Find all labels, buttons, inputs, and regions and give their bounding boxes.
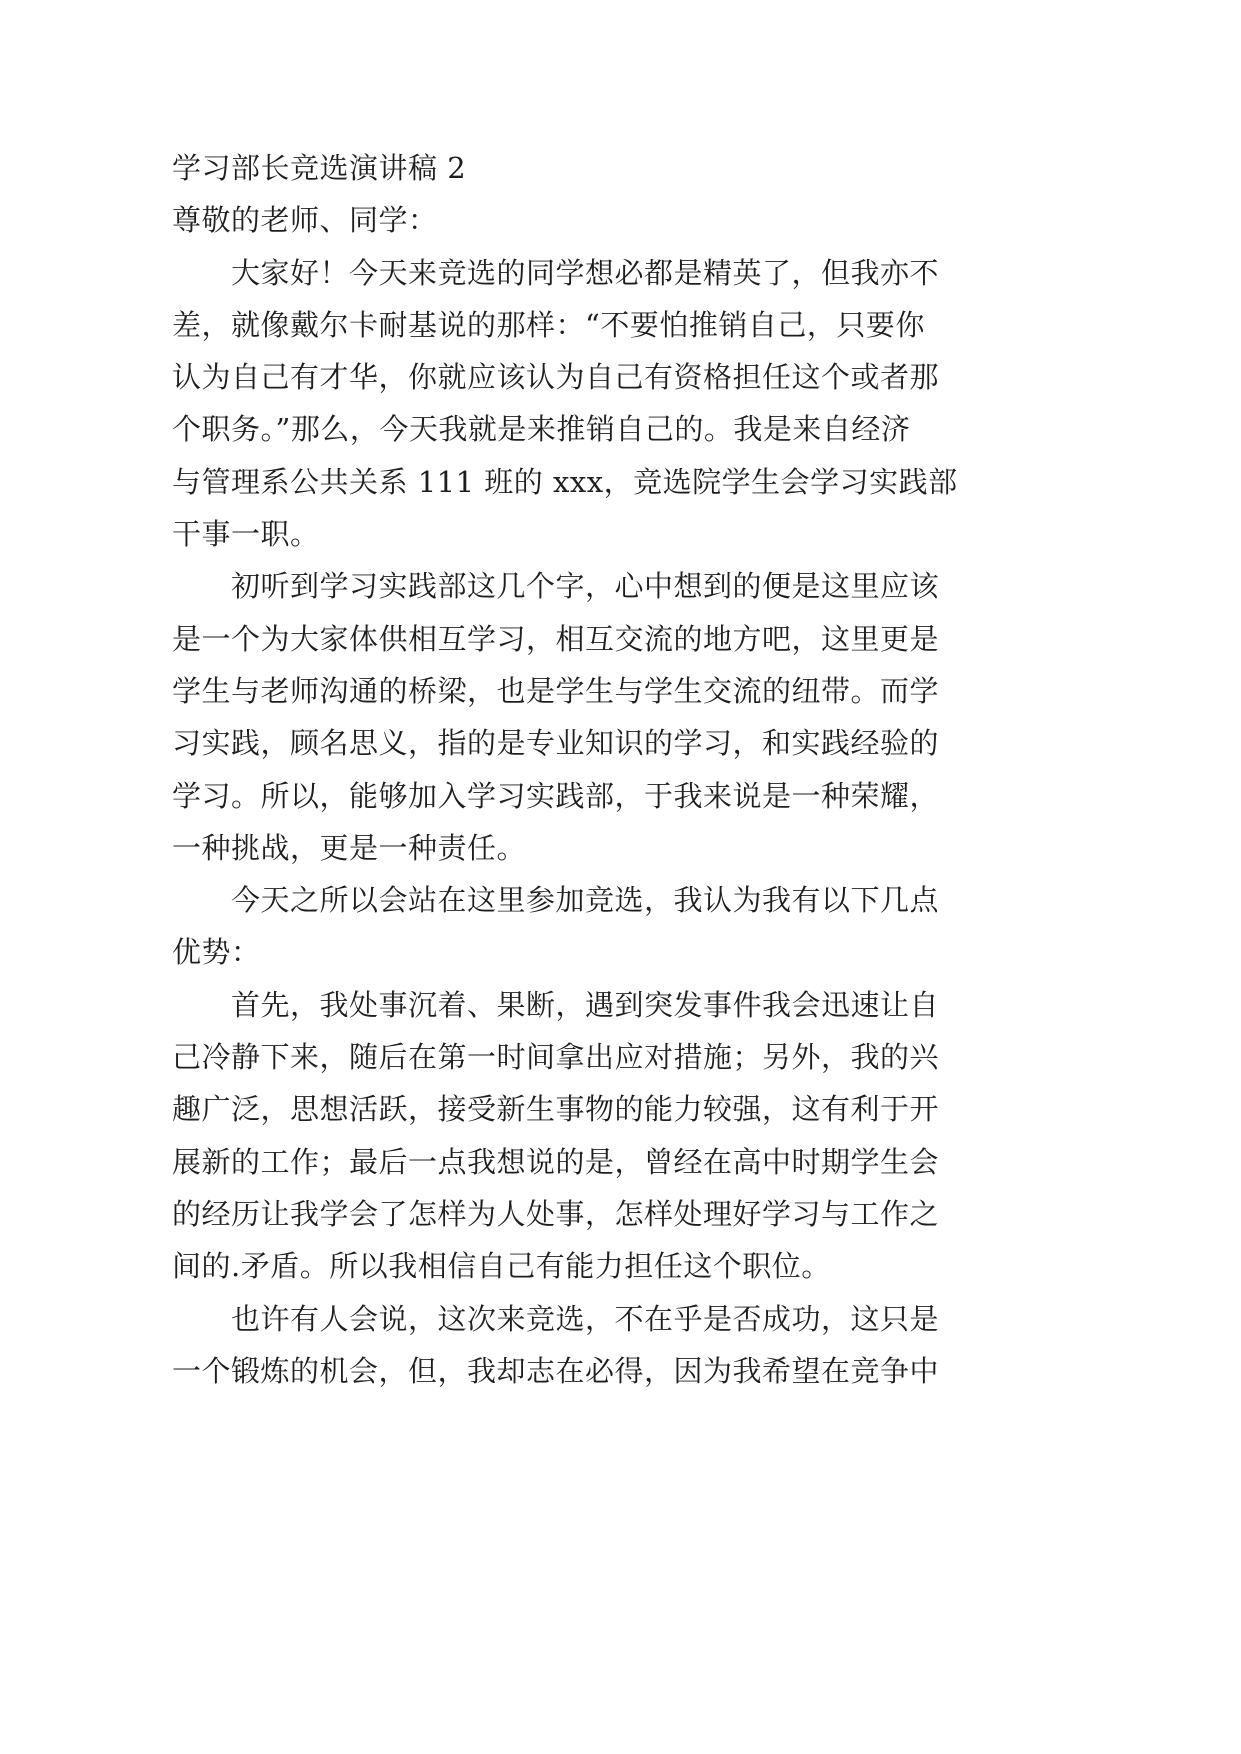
paragraph-line: 大家好！今天来竞选的同学想必都是精英了，但我亦不 bbox=[231, 255, 940, 290]
paragraph-line: 初听到学习实践部这几个字，心中想到的便是这里应该 bbox=[231, 569, 940, 604]
paragraph-line: 间的.矛盾。所以我相信自己有能力担任这个职位。 bbox=[172, 1249, 831, 1284]
document-title: 学习部长竞选演讲稿 2 bbox=[172, 151, 467, 185]
paragraph-line: 一个锻炼的机会，但，我却志在必得，因为我希望在竞争中 bbox=[172, 1353, 940, 1388]
paragraph-4 bbox=[172, 979, 972, 1293]
paragraph-5 bbox=[172, 1293, 972, 1398]
paragraph-line: 学习。所以，能够加入学习实践部，于我来说是一种荣耀， bbox=[172, 778, 940, 813]
paragraph-line: 己冷静下来，随后在第一时间拿出应对措施；另外，我的兴 bbox=[172, 1040, 940, 1075]
document-body bbox=[172, 142, 972, 1397]
paragraph-line: 学生与老师沟通的桥梁，也是学生与学生交流的纽带。而学 bbox=[172, 673, 940, 708]
paragraph-line: 优势： bbox=[172, 935, 261, 970]
paragraph-line: 今天之所以会站在这里参加竞选，我认为我有以下几点 bbox=[231, 883, 940, 918]
paragraph-line: 首先，我处事沉着、果断，遇到突发事件我会迅速让自 bbox=[231, 987, 940, 1022]
salutation: 尊敬的老师、同学： bbox=[172, 203, 438, 238]
paragraph-line: 是一个为大家体供相互学习，相互交流的地方吧，这里更是 bbox=[172, 621, 940, 656]
paragraph-line: 干事一职。 bbox=[172, 517, 320, 552]
paragraph-line: 一种挑战，更是一种责任。 bbox=[172, 830, 527, 865]
paragraph-2 bbox=[172, 560, 972, 874]
paragraph-line: 差，就像戴尔卡耐基说的那样：“不要怕推销自己，只要你 bbox=[172, 307, 925, 342]
paragraph-line: 个职务。”那么，今天我就是来推销自己的。我是来自经济 bbox=[172, 412, 911, 447]
paragraph-line: 趣广泛，思想活跃，接受新生事物的能力较强，这有利于开 bbox=[172, 1092, 940, 1127]
paragraph-line: 也许有人会说，这次来竞选，不在乎是否成功，这只是 bbox=[231, 1301, 940, 1336]
paragraph-3 bbox=[172, 874, 972, 979]
paragraph-line: 认为自己有才华，你就应该认为自己有资格担任这个或者那 bbox=[172, 360, 940, 395]
paragraph-line: 展新的工作；最后一点我想说的是，曾经在高中时期学生会 bbox=[172, 1144, 940, 1179]
paragraph-line: 的经历让我学会了怎样为人处事，怎样处理好学习与工作之 bbox=[172, 1196, 940, 1231]
paragraph-line: 与管理系公共关系 111 班的 xxx，竞选院学生会学习实践部 bbox=[172, 464, 958, 499]
paragraph-1 bbox=[172, 247, 972, 561]
paragraph-line: 习实践，顾名思义，指的是专业知识的学习，和实践经验的 bbox=[172, 726, 940, 761]
